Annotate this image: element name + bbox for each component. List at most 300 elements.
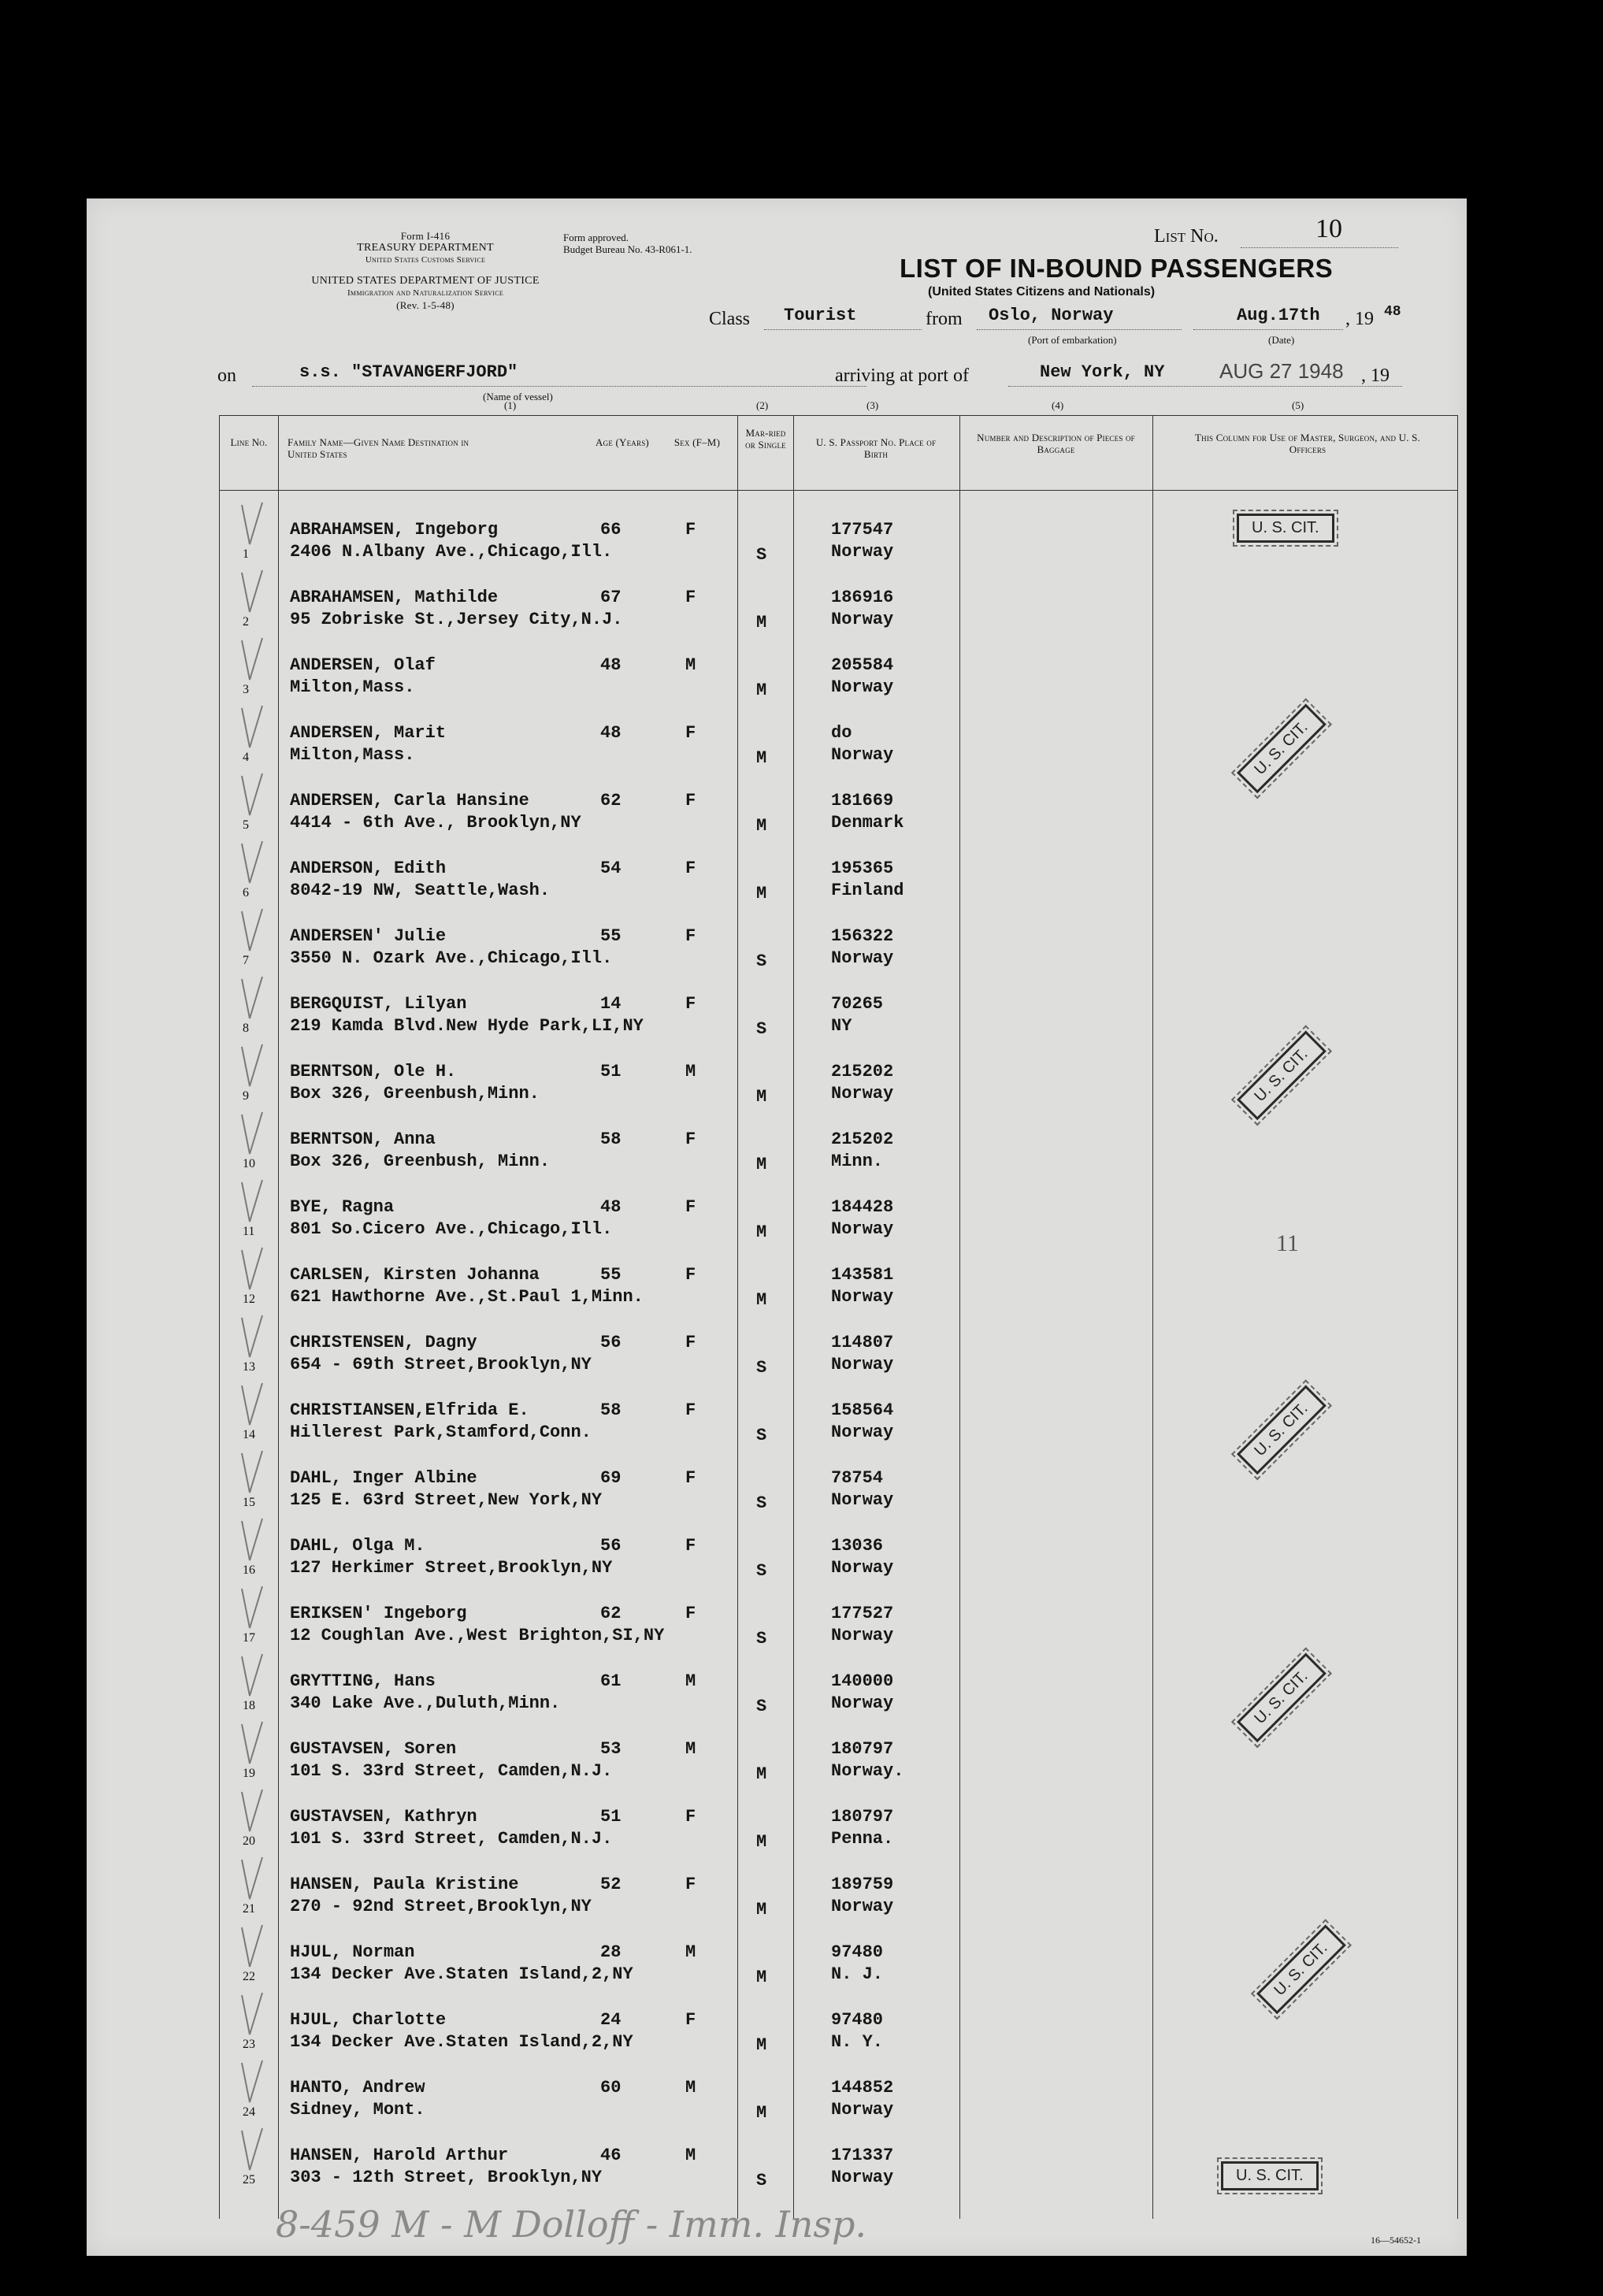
col-num-3: (3) <box>866 399 879 411</box>
check-mark-icon <box>240 1246 264 1293</box>
passenger-marital-status: S <box>756 1697 767 1716</box>
passenger-sex: F <box>685 588 696 607</box>
check-mark-icon <box>240 1178 264 1226</box>
passenger-age: 58 <box>600 1129 622 1149</box>
place-of-birth: Norway <box>831 1626 894 1645</box>
passenger-age: 14 <box>600 994 622 1014</box>
us-cit-stamp: U. S. CIT. <box>1237 704 1327 794</box>
line-number: 14 <box>243 1428 255 1441</box>
passport-number: 177547 <box>831 520 894 540</box>
passenger-age: 48 <box>600 1197 622 1217</box>
passenger-sex: F <box>685 1333 696 1352</box>
passenger-age: 46 <box>600 2146 622 2165</box>
passenger-destination: Milton,Mass. <box>290 745 415 765</box>
vessel-name: s.s. "STAVANGERFJORD" <box>299 362 518 382</box>
place-of-birth: Minn. <box>831 1152 884 1171</box>
passenger-marital-status: S <box>756 2171 767 2190</box>
line-number: 18 <box>243 1699 255 1712</box>
col-header-baggage: Number and Description of Pieces of Baggage <box>977 432 1135 455</box>
place-of-birth: Norway <box>831 610 894 629</box>
passenger-destination: 101 S. 33rd Street, Camden,N.J. <box>290 1829 613 1849</box>
passenger-age: 62 <box>600 791 622 810</box>
agency-customs: United States Customs Service <box>365 255 486 265</box>
check-mark-icon <box>240 1314 264 1361</box>
passenger-name: HANSEN, Paula Kristine <box>290 1875 519 1894</box>
passenger-age: 52 <box>600 1875 622 1894</box>
passenger-marital-status: S <box>756 1358 767 1378</box>
check-mark-icon <box>240 1449 264 1497</box>
line-number: 16 <box>243 1563 255 1577</box>
col-header-officers: This Column for Use of Master, Surgeon, and U. S. Officers <box>1195 432 1420 455</box>
passenger-name: GRYTTING, Hans <box>290 1671 436 1691</box>
passenger-age: 48 <box>600 655 622 675</box>
passenger-destination: 134 Decker Ave.Staten Island,2,NY <box>290 1964 633 1984</box>
embark-port: Oslo, Norway <box>989 306 1114 325</box>
passenger-destination: 95 Zobriske St.,Jersey City,N.J. <box>290 610 623 629</box>
passenger-marital-status: M <box>756 2035 767 2055</box>
table-row <box>87 1994 1467 2062</box>
passenger-marital-status: M <box>756 613 767 632</box>
place-of-birth: Norway <box>831 2168 894 2187</box>
passenger-marital-status: M <box>756 1764 767 1784</box>
agency-treasury: TREASURY DEPARTMENT <box>357 242 494 254</box>
passenger-sex: F <box>685 926 696 946</box>
us-cit-stamp: U. S. CIT. <box>1237 1385 1327 1475</box>
passport-number: 13036 <box>831 1536 884 1556</box>
date-value: Aug.17th <box>1237 306 1320 325</box>
class-label: Class <box>709 309 751 329</box>
place-of-birth: Norway <box>831 1084 894 1103</box>
check-mark-icon <box>240 2059 264 2106</box>
page-title: LIST OF IN-BOUND PASSENGERS <box>900 254 1334 283</box>
place-of-birth: Norway <box>831 1558 894 1578</box>
passenger-sex: M <box>685 1671 696 1691</box>
line-number: 12 <box>243 1293 255 1306</box>
passport-number: 189759 <box>831 1875 894 1894</box>
inspector-signature: 8-459 M - M Dolloff - Imm. Insp. <box>276 2203 867 2246</box>
passport-number: 184428 <box>831 1197 894 1217</box>
passenger-sex: F <box>685 723 696 743</box>
passenger-sex: M <box>685 1739 696 1759</box>
passenger-sex: F <box>685 791 696 810</box>
passenger-destination: 127 Herkimer Street,Brooklyn,NY <box>290 1558 613 1578</box>
passport-number: 78754 <box>831 1468 884 1488</box>
place-of-birth: N. Y. <box>831 2032 884 2052</box>
place-of-birth: Norway <box>831 542 894 562</box>
date-caption: (Date) <box>1268 334 1295 346</box>
check-mark-icon <box>240 1720 264 1767</box>
arrival-date-stamp: AUG 27 1948 <box>1219 359 1344 383</box>
place-of-birth: Norway <box>831 677 894 697</box>
passenger-name: ANDERSON, Edith <box>290 859 447 878</box>
passenger-destination: 801 So.Cicero Ave.,Chicago,Ill. <box>290 1219 613 1239</box>
passenger-age: 28 <box>600 1942 622 1962</box>
passenger-name: HJUL, Norman <box>290 1942 415 1962</box>
budget-bureau: Budget Bureau No. 43-R061-1. <box>563 243 692 255</box>
passport-number: 70265 <box>831 994 884 1014</box>
check-mark-icon <box>240 840 264 887</box>
col-header-married: Mar-ried or Single <box>745 427 786 451</box>
table-row <box>87 1859 1467 1927</box>
check-mark-icon <box>240 1652 264 1700</box>
passenger-marital-status: S <box>756 1426 767 1445</box>
place-of-birth: Norway <box>831 1422 894 1442</box>
table-row <box>87 1249 1467 1317</box>
arrival-line <box>1008 386 1402 387</box>
passenger-name: HANTO, Andrew <box>290 2078 425 2098</box>
check-mark-icon <box>240 2127 264 2174</box>
passport-number: 186916 <box>831 588 894 607</box>
table-row <box>87 1588 1467 1656</box>
passport-number: 177527 <box>831 1604 894 1623</box>
passenger-sex: M <box>685 1942 696 1962</box>
place-of-birth: Norway <box>831 745 894 765</box>
passenger-sex: M <box>685 2078 696 2098</box>
line-number: 19 <box>243 1767 255 1780</box>
passport-number: 205584 <box>831 655 894 675</box>
passenger-sex: M <box>685 655 696 675</box>
passenger-marital-status: S <box>756 951 767 971</box>
passenger-name: ERIKSEN' Ingeborg <box>290 1604 467 1623</box>
line-number: 8 <box>243 1022 249 1035</box>
passenger-sex: F <box>685 1197 696 1217</box>
check-mark-icon <box>240 1991 264 2038</box>
passenger-name: CHRISTENSEN, Dagny <box>290 1333 477 1352</box>
us-cit-stamp: U. S. CIT. <box>1237 1653 1327 1743</box>
passenger-sex: F <box>685 1129 696 1149</box>
passenger-sex: F <box>685 2010 696 2030</box>
passport-number: 195365 <box>831 859 894 878</box>
manifest-sheet <box>87 198 1467 2256</box>
passenger-destination: 12 Coughlan Ave.,West Brighton,SI,NY <box>290 1626 665 1645</box>
line-number: 25 <box>243 2173 255 2187</box>
on-label: on <box>217 365 236 386</box>
margin-note: 11 <box>1276 1230 1299 1256</box>
passenger-name: CARLSEN, Kirsten Johanna <box>290 1265 540 1285</box>
from-label: from <box>926 309 963 329</box>
passport-number: 156322 <box>831 926 894 946</box>
table-row <box>87 572 1467 640</box>
table-row <box>87 1181 1467 1249</box>
page-subtitle: (United States Citizens and Nationals) <box>928 285 1156 299</box>
table-header-border <box>219 490 1457 491</box>
check-mark-icon <box>240 704 264 751</box>
passenger-name: ANDERSEN, Carla Hansine <box>290 791 529 810</box>
passport-number: 215202 <box>831 1062 894 1081</box>
line-number: 22 <box>243 1970 255 1983</box>
place-of-birth: Norway <box>831 1219 894 1239</box>
line-number: 13 <box>243 1360 255 1374</box>
passenger-sex: F <box>685 994 696 1014</box>
check-mark-icon <box>240 501 264 548</box>
place-of-birth: Norway <box>831 1287 894 1307</box>
arrival-port: New York, NY <box>1040 362 1165 382</box>
passenger-marital-status: M <box>756 748 767 768</box>
passenger-name: BERNTSON, Anna <box>290 1129 436 1149</box>
passenger-destination: 4414 - 6th Ave., Brooklyn,NY <box>290 813 581 833</box>
passport-number: 143581 <box>831 1265 894 1285</box>
check-mark-icon <box>240 569 264 616</box>
line-number: 15 <box>243 1496 255 1509</box>
passenger-destination: 101 S. 33rd Street, Camden,N.J. <box>290 1761 613 1781</box>
vessel-caption: (Name of vessel) <box>483 391 553 402</box>
embark-caption: (Port of embarkation) <box>1028 334 1117 346</box>
line-number: 1 <box>243 547 249 561</box>
agency-ins: Immigration and Naturalization Service <box>347 288 504 298</box>
passport-number: 215202 <box>831 1129 894 1149</box>
check-mark-icon <box>240 1517 264 1564</box>
passenger-age: 67 <box>600 588 622 607</box>
passenger-name: BYE, Ragna <box>290 1197 395 1217</box>
place-of-birth: Norway <box>831 1355 894 1374</box>
passenger-name: BERGQUIST, Lilyan <box>290 994 467 1014</box>
list-no-value: 10 <box>1315 214 1342 243</box>
passenger-name: ANDERSEN' Julie <box>290 926 447 946</box>
passenger-name: ABRAHAMSEN, Ingeborg <box>290 520 499 540</box>
passenger-marital-status: M <box>756 1900 767 1920</box>
passenger-name: GUSTAVSEN, Kathryn <box>290 1807 477 1827</box>
passenger-name: HANSEN, Harold Arthur <box>290 2146 509 2165</box>
table-row <box>87 2062 1467 2130</box>
line-number: 5 <box>243 818 249 832</box>
passenger-sex: M <box>685 1062 696 1081</box>
passenger-destination: Hillerest Park,Stamford,Conn. <box>290 1422 592 1442</box>
place-of-birth: Denmark <box>831 813 904 833</box>
embark-line <box>977 329 1182 330</box>
arriving-label: arriving at port of <box>835 365 969 386</box>
passport-number: 144852 <box>831 2078 894 2098</box>
vessel-line <box>252 386 866 387</box>
col-num-2: (2) <box>756 399 769 411</box>
col-header-passport: U. S. Passport No. Place of Birth <box>815 436 937 460</box>
passenger-marital-status: S <box>756 1561 767 1581</box>
passenger-destination: 621 Hawthorne Ave.,St.Paul 1,Minn. <box>290 1287 644 1307</box>
passenger-age: 61 <box>600 1671 622 1691</box>
passenger-destination: 219 Kamda Blvd.New Hyde Park,LI,NY <box>290 1016 644 1036</box>
col-num-5: (5) <box>1292 399 1304 411</box>
table-row <box>87 843 1467 911</box>
line-number: 4 <box>243 751 249 764</box>
passenger-sex: F <box>685 1604 696 1623</box>
place-of-birth: Norway <box>831 1897 894 1916</box>
col-num-1: (1) <box>504 399 517 411</box>
line-number: 2 <box>243 615 249 629</box>
passenger-sex: F <box>685 1468 696 1488</box>
passenger-destination: 2406 N.Albany Ave.,Chicago,Ill. <box>290 542 613 562</box>
passenger-age: 56 <box>600 1536 622 1556</box>
year-prefix: , 19 <box>1345 309 1374 329</box>
place-of-birth: N. J. <box>831 1964 884 1984</box>
line-number: 17 <box>243 1631 255 1645</box>
passenger-name: CHRISTIANSEN,Elfrida E. <box>290 1400 529 1420</box>
place-of-birth: Norway <box>831 1693 894 1713</box>
table-row <box>87 1791 1467 1859</box>
line-number: 6 <box>243 886 249 899</box>
line-number: 9 <box>243 1089 249 1103</box>
form-approved: Form approved. <box>563 232 629 243</box>
class-line <box>764 329 922 330</box>
passenger-name: DAHL, Olga M. <box>290 1536 425 1556</box>
table-top-border <box>219 415 1457 416</box>
passenger-age: 60 <box>600 2078 622 2098</box>
table-row <box>87 1114 1467 1181</box>
passenger-name: GUSTAVSEN, Soren <box>290 1739 457 1759</box>
check-mark-icon <box>240 1111 264 1158</box>
passenger-sex: F <box>685 1400 696 1420</box>
check-mark-icon <box>240 1856 264 1903</box>
us-cit-stamp: U. S. CIT. <box>1237 1031 1327 1121</box>
passenger-marital-status: S <box>756 545 767 565</box>
us-cit-stamp: U. S. CIT. <box>1256 1925 1346 2015</box>
passenger-name: ABRAHAMSEN, Mathilde <box>290 588 499 607</box>
place-of-birth: Finland <box>831 881 904 900</box>
passenger-marital-status: S <box>756 1493 767 1513</box>
print-code: 16—54652-1 <box>1371 2235 1421 2246</box>
line-number: 21 <box>243 1902 255 1916</box>
passenger-name: DAHL, Inger Albine <box>290 1468 477 1488</box>
passenger-sex: F <box>685 1807 696 1827</box>
passenger-age: 54 <box>600 859 622 878</box>
line-number: 3 <box>243 683 249 696</box>
passenger-name: ANDERSEN, Marit <box>290 723 447 743</box>
us-cit-stamp: U. S. CIT. <box>1221 2161 1319 2190</box>
passenger-sex: F <box>685 859 696 878</box>
passenger-marital-status: M <box>756 2103 767 2123</box>
passenger-marital-status: M <box>756 1290 767 1310</box>
passenger-destination: 3550 N. Ozark Ave.,Chicago,Ill. <box>290 948 613 968</box>
form-revision: (Rev. 1-5-48) <box>396 299 455 311</box>
passport-number: 171337 <box>831 2146 894 2165</box>
place-of-birth: Penna. <box>831 1829 894 1849</box>
class-value: Tourist <box>784 306 857 325</box>
passenger-age: 53 <box>600 1739 622 1759</box>
passenger-destination: 134 Decker Ave.Staten Island,2,NY <box>290 2032 633 2052</box>
passenger-marital-status: M <box>756 1832 767 1852</box>
place-of-birth: Norway <box>831 2100 894 2120</box>
passenger-destination: 303 - 12th Street, Brooklyn,NY <box>290 2168 603 2187</box>
passenger-age: 55 <box>600 926 622 946</box>
form-id: Form I-416 <box>400 230 451 242</box>
line-number: 24 <box>243 2105 255 2119</box>
passenger-age: 24 <box>600 2010 622 2030</box>
line-number: 23 <box>243 2038 255 2051</box>
place-of-birth: Norway <box>831 948 894 968</box>
passenger-age: 48 <box>600 723 622 743</box>
passenger-sex: F <box>685 520 696 540</box>
place-of-birth: NY <box>831 1016 852 1036</box>
passenger-destination: Milton,Mass. <box>290 677 415 697</box>
passenger-age: 51 <box>600 1062 622 1081</box>
list-no-label: List No. <box>1154 226 1219 247</box>
passenger-age: 55 <box>600 1265 622 1285</box>
line-number: 11 <box>243 1225 255 1238</box>
passenger-name: ANDERSEN, Olaf <box>290 655 436 675</box>
passenger-destination: 125 E. 63rd Street,New York,NY <box>290 1490 603 1510</box>
place-of-birth: Norway. <box>831 1761 904 1781</box>
place-of-birth: Norway <box>831 1490 894 1510</box>
passenger-sex: F <box>685 1265 696 1285</box>
passenger-marital-status: M <box>756 1968 767 1987</box>
passenger-destination: 8042-19 NW, Seattle,Wash. <box>290 881 551 900</box>
line-number: 20 <box>243 1834 255 1848</box>
col-header-age: Age (Years) <box>596 436 649 448</box>
col-header-line-no: Line No. <box>230 436 268 448</box>
date-line <box>1193 329 1343 330</box>
passport-number: 181669 <box>831 791 894 810</box>
check-mark-icon <box>240 975 264 1022</box>
passenger-marital-status: M <box>756 681 767 700</box>
check-mark-icon <box>240 907 264 955</box>
passenger-sex: M <box>685 2146 696 2165</box>
check-mark-icon <box>240 772 264 819</box>
passenger-age: 51 <box>600 1807 622 1827</box>
passenger-marital-status: M <box>756 1222 767 1242</box>
year-suffix: 48 <box>1384 304 1401 320</box>
table-row <box>87 911 1467 978</box>
passport-number: 97480 <box>831 1942 884 1962</box>
table-row <box>87 1520 1467 1588</box>
check-mark-icon <box>240 1788 264 1835</box>
passenger-name: BERNTSON, Ole H. <box>290 1062 457 1081</box>
list-no-line <box>1241 247 1398 248</box>
passenger-age: 66 <box>600 520 622 540</box>
us-cit-stamp: U. S. CIT. <box>1237 514 1334 543</box>
passenger-destination: 654 - 69th Street,Brooklyn,NY <box>290 1355 592 1374</box>
arrival-year-prefix: , 19 <box>1361 365 1390 386</box>
passenger-destination: Box 326, Greenbush, Minn. <box>290 1152 551 1171</box>
passport-number: 180797 <box>831 1807 894 1827</box>
passenger-destination: 340 Lake Ave.,Duluth,Minn. <box>290 1693 561 1713</box>
table-row <box>87 978 1467 1046</box>
passenger-marital-status: S <box>756 1629 767 1649</box>
table-row <box>87 1317 1467 1385</box>
check-mark-icon <box>240 1585 264 1632</box>
check-mark-icon <box>240 636 264 684</box>
passenger-marital-status: M <box>756 1155 767 1174</box>
passenger-name: HJUL, Charlotte <box>290 2010 447 2030</box>
passport-number: 97480 <box>831 2010 884 2030</box>
passenger-destination: Sidney, Mont. <box>290 2100 425 2120</box>
line-number: 10 <box>243 1157 255 1170</box>
passenger-age: 58 <box>600 1400 622 1420</box>
passenger-sex: F <box>685 1875 696 1894</box>
passport-number: 140000 <box>831 1671 894 1691</box>
passenger-sex: F <box>685 1536 696 1556</box>
check-mark-icon <box>240 1382 264 1429</box>
check-mark-icon <box>240 1923 264 1971</box>
passenger-age: 56 <box>600 1333 622 1352</box>
line-number: 7 <box>243 954 249 967</box>
passenger-marital-status: S <box>756 1019 767 1039</box>
col-header-sex: Sex (F–M) <box>673 436 721 448</box>
passport-number: 180797 <box>831 1739 894 1759</box>
passport-number: 158564 <box>831 1400 894 1420</box>
passenger-age: 69 <box>600 1468 622 1488</box>
check-mark-icon <box>240 1043 264 1090</box>
agency-justice: UNITED STATES DEPARTMENT OF JUSTICE <box>311 275 540 287</box>
passport-number: 114807 <box>831 1333 894 1352</box>
passport-number: do <box>831 723 852 743</box>
passenger-marital-status: M <box>756 1087 767 1107</box>
passenger-destination: 270 - 92nd Street,Brooklyn,NY <box>290 1897 592 1916</box>
passenger-destination: Box 326, Greenbush,Minn. <box>290 1084 540 1103</box>
passenger-age: 62 <box>600 1604 622 1623</box>
col-header-family: Family Name—Given Name Destination in United States <box>288 436 469 460</box>
passenger-marital-status: M <box>756 816 767 836</box>
table-row <box>87 640 1467 707</box>
passenger-marital-status: M <box>756 884 767 903</box>
col-num-4: (4) <box>1052 399 1064 411</box>
